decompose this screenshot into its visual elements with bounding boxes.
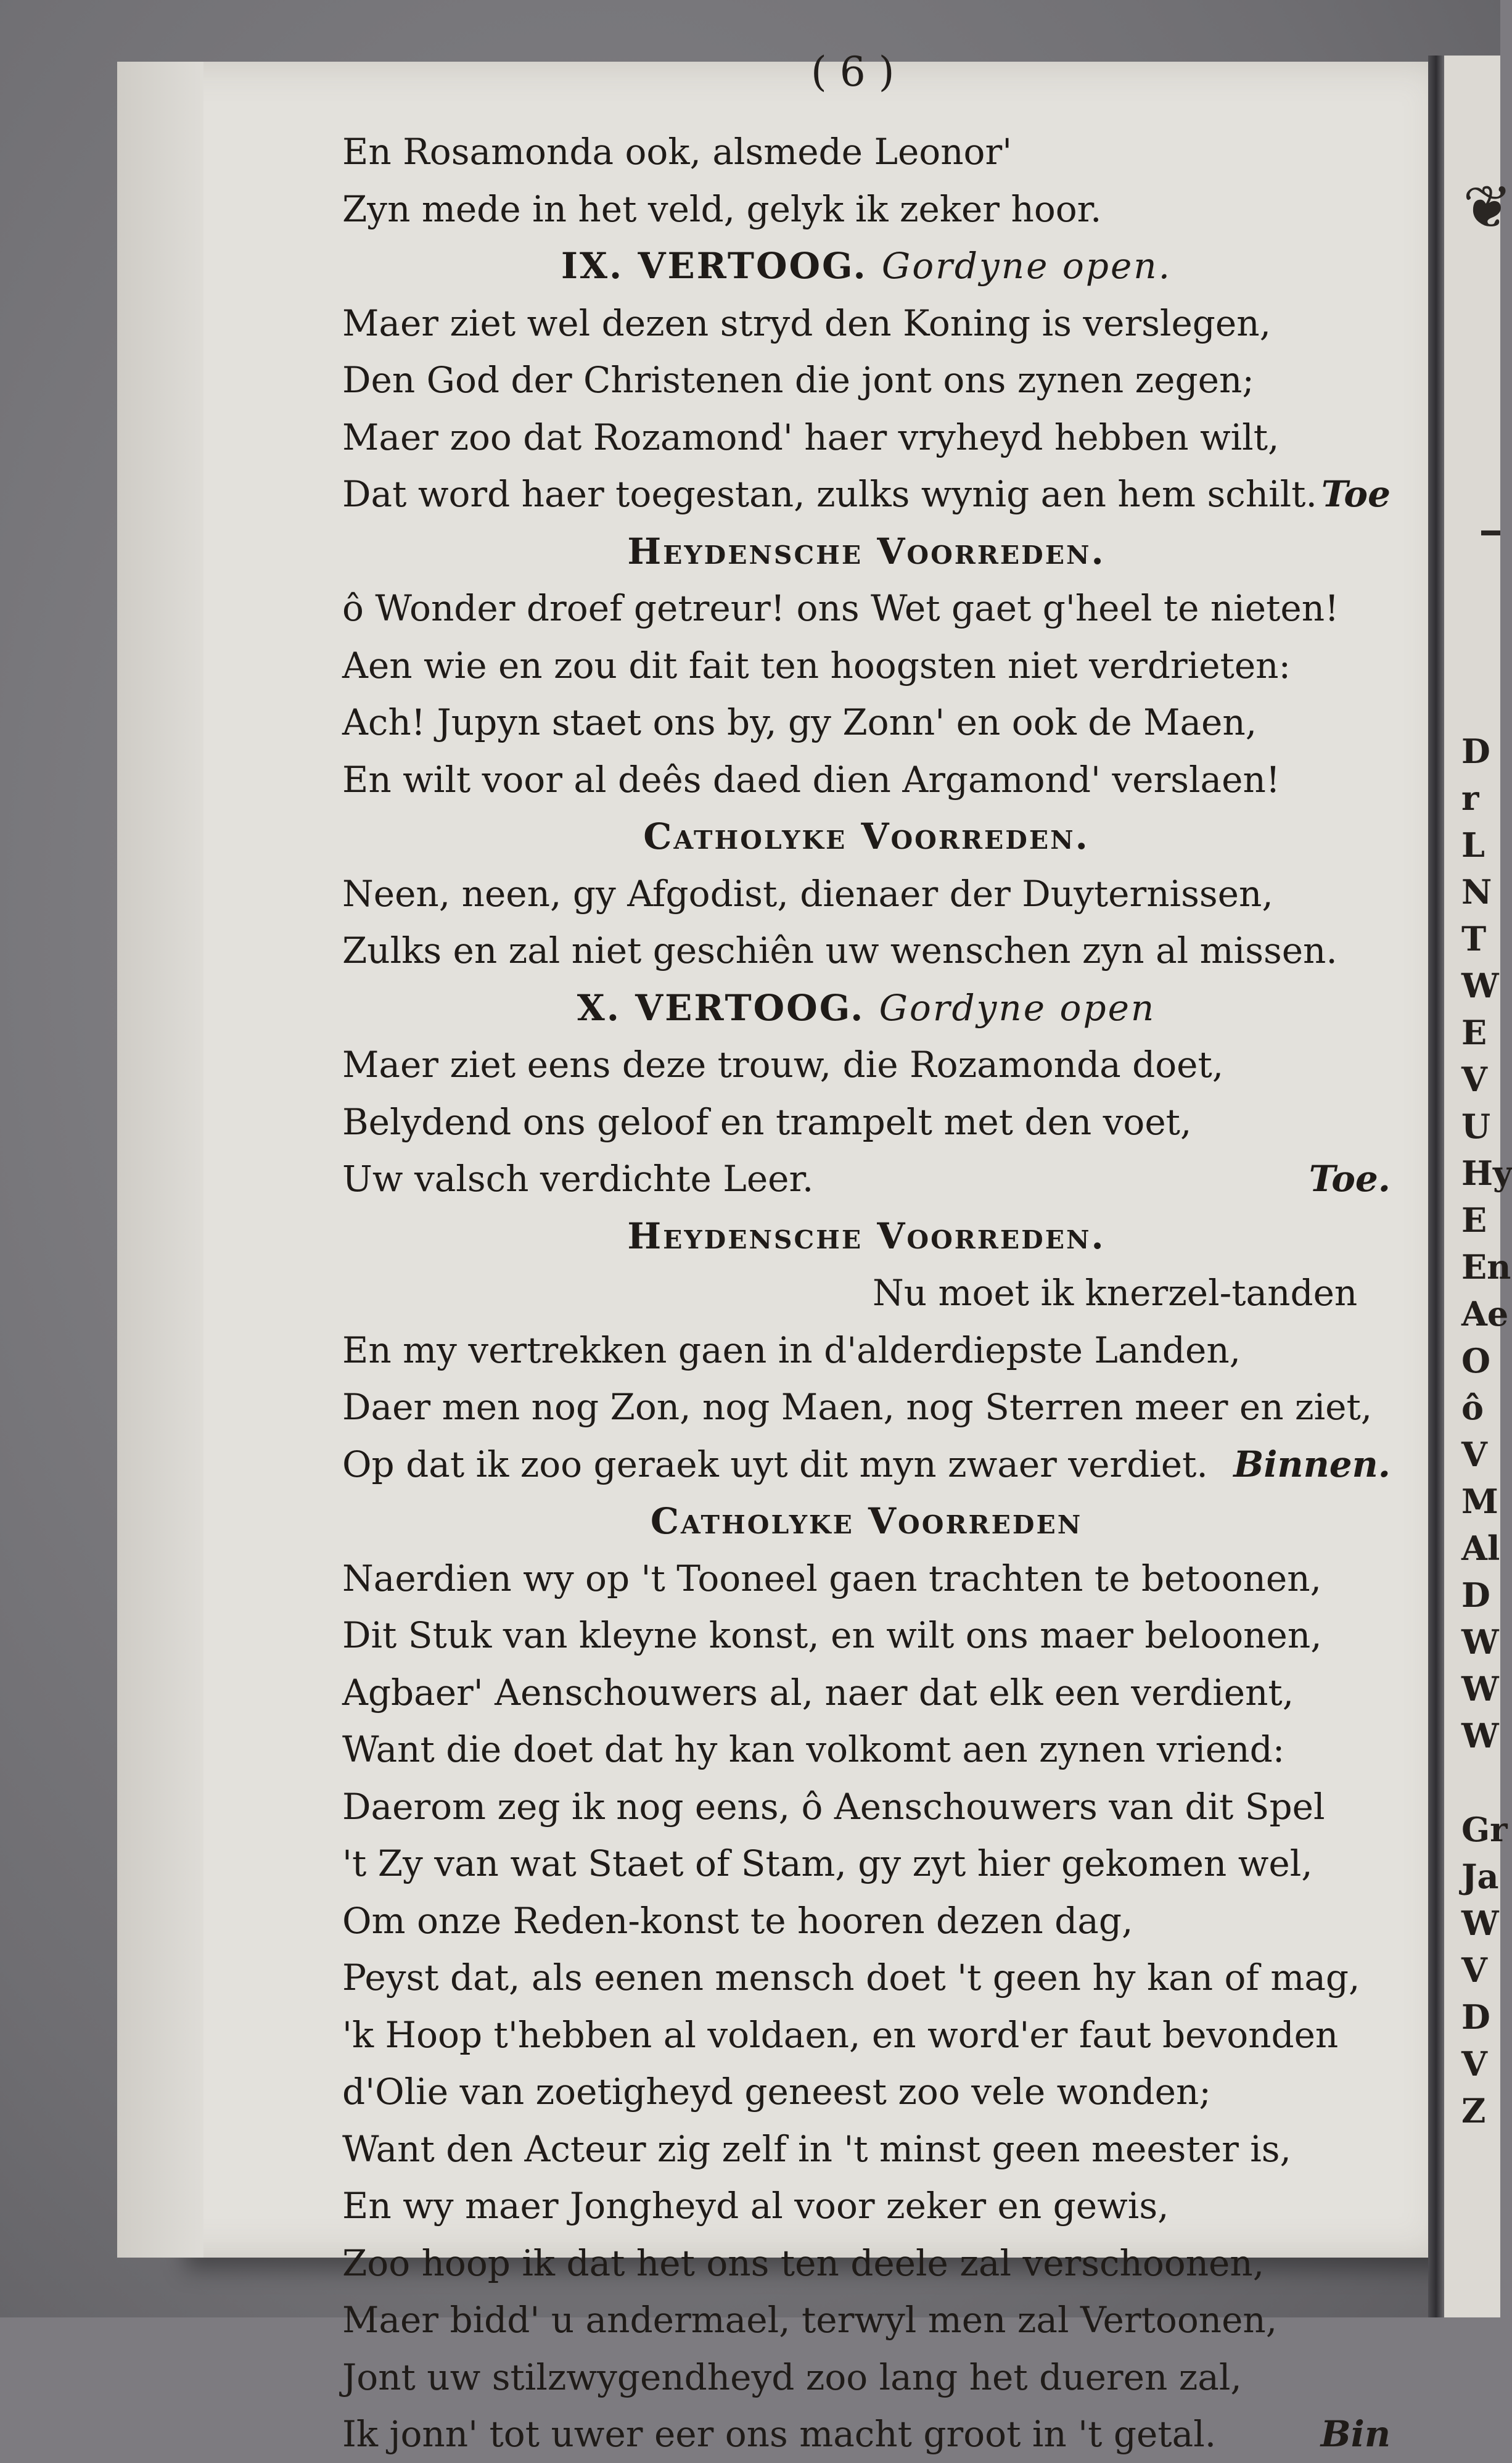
verse-line-text: Want die doet dat hy kan volkomt aen zynen vriend: (342, 1728, 1285, 1770)
verse-line (342, 466, 1391, 523)
facing-letter: Hy (1461, 1153, 1512, 1193)
verse-line-text: Zoo hoop ik dat het ons ten deele zal verschoonen, (342, 2242, 1265, 2284)
facing-letter: Ja (1461, 1857, 1499, 1896)
facing-letter: V (1461, 1435, 1487, 1474)
facing-letter (1461, 1759, 1500, 1806)
verse-line (342, 694, 1391, 751)
verse-line-text: Maer bidd' u andermael, terwyl men zal Vertoonen, (342, 2299, 1278, 2341)
verse-line-text: Belydend ons geloof en trampelt met den voet, (342, 1100, 1192, 1143)
facing-letter: U (1461, 1107, 1491, 1146)
stage-direction: Gordyne open. (881, 245, 1172, 287)
verse-line-text: Ik jonn' tot uwer eer ons macht groot in 't getal. (342, 2413, 1217, 2455)
facing-letter: Z (1461, 2091, 1486, 2131)
facing-letter: Al (1461, 1529, 1500, 1568)
verse-line-text: Dat word haer toegestan, zulks wynig aen hem schilt. (342, 473, 1317, 515)
verse-line (342, 295, 1391, 352)
facing-letter: W (1461, 1904, 1499, 1943)
facing-letter: E (1461, 1013, 1487, 1052)
verse-line (342, 1949, 1391, 2007)
verse-line (342, 123, 1391, 181)
facing-letter: Gr (1461, 1810, 1508, 1849)
facing-letter: N (1461, 872, 1492, 912)
verse-line (342, 1607, 1391, 1664)
stage-cue: Toe. (1309, 1158, 1391, 1200)
verse-line-text: En Rosamonda ook, alsmede Leonor' (342, 131, 1013, 173)
verse-line-text: 't Zy van wat Staet of Stam, gy zyt hier gekomen wel, (342, 1842, 1313, 1884)
verse-line (342, 751, 1391, 809)
verse-line-text: En my vertrekken gaen in d'alderdiepste Landen, (342, 1329, 1241, 1371)
facing-letter: ô (1461, 1388, 1484, 1427)
verse-line-text: Maer ziet eens deze trouw, die Rozamonda doet, (342, 1044, 1224, 1086)
verse-line (342, 2007, 1391, 2064)
verse-line (342, 2292, 1391, 2349)
verse-line (342, 2063, 1391, 2121)
facing-letter: E (1461, 1200, 1487, 1240)
verse-line (342, 1778, 1391, 1836)
scene-title: IX. VERTOOG. (561, 245, 868, 287)
verse-line (342, 1150, 1391, 1208)
verse-line-text: Neen, neen, gy Afgodist, dienaer der Duyternissen, (342, 872, 1273, 915)
verse-line (342, 1892, 1391, 1950)
facing-letter: T (1461, 919, 1487, 959)
facing-letter: D (1461, 1575, 1490, 1615)
verse-line-text: Maer zoo dat Rozamond' haer vryheyd hebben wilt, (342, 416, 1280, 458)
stage-direction: Gordyne open (879, 986, 1156, 1029)
verse-line-text: Want den Acteur zig zelf in 't minst geen meester is, (342, 2127, 1291, 2170)
facing-letter: V (1461, 1950, 1487, 1990)
verse-line-text: Agbaer' Aenschouwers al, naer dat elk een verdient, (342, 1671, 1294, 1714)
verse-line (342, 1550, 1391, 1607)
verse-line-text: Daer men nog Zon, nog Maen, nog Sterren meer en ziet, (342, 1386, 1373, 1428)
verse-line-text: Den God der Christenen die jont ons zynen zegen; (342, 359, 1254, 401)
verse-line (342, 637, 1391, 695)
speaker-heading: Heydensche Voorreden. (627, 530, 1106, 572)
facing-letter: Ae (1461, 1294, 1509, 1334)
flower-ornament-icon: ❦ (1463, 173, 1512, 242)
facing-letter: En (1461, 1247, 1511, 1287)
verse-line-text: Zulks en zal niet geschiên uw wenschen zyn al missen. (342, 930, 1337, 972)
verse-line-text: Uw valsch verdichte Leer. (342, 1158, 814, 1200)
facing-letter: W (1461, 1669, 1499, 1709)
verse-line (342, 1094, 1391, 1151)
facing-letter: W (1461, 1716, 1499, 1755)
verse-line-text: 'k Hoop t'hebben al voldaen, en word'er faut bevonden (342, 2013, 1339, 2056)
facing-letter: L (1461, 825, 1485, 865)
page-edge (117, 62, 203, 2258)
verse-line-text: Maer ziet wel dezen stryd den Koning is verslegen, (342, 302, 1272, 344)
stage-cue: Toe (1321, 473, 1391, 515)
verse-line-text: ô Wonder droef getreur! ons Wet gaet g'heel te nieten! (342, 587, 1339, 629)
verse-line (342, 1835, 1391, 1892)
verse-line (342, 2235, 1391, 2292)
stage-cue: Binnen. (1233, 1443, 1391, 1485)
verse-line-text: Aen wie en zou dit fait ten hoogsten niet verdrieten: (342, 644, 1291, 687)
verse-line-text: En wy maer Jongheyd al voor zeker en gewis, (342, 2185, 1169, 2227)
verse-line-text: Op dat ik zoo geraek uyt dit myn zwaer verdiet. (342, 1443, 1208, 1485)
facing-letter: W (1461, 966, 1499, 1005)
verse-line (342, 2177, 1391, 2235)
facing-letter: r (1461, 778, 1479, 818)
verse-line-text: Nu moet ik knerzel-tanden (873, 1272, 1358, 1314)
facing-letter: M (1461, 1482, 1498, 1521)
verse-line (342, 409, 1391, 466)
verse-line (342, 2406, 1391, 2463)
facing-page-text (1461, 728, 1512, 2134)
speaker-heading: Heydensche Voorreden. (627, 1215, 1106, 1257)
speaker-heading: Catholyke Voorreden. (643, 815, 1090, 857)
verse-line-text: Ach! Jupyn staet ons by, gy Zonn' en ook de Maen, (342, 701, 1257, 743)
book-gutter (1428, 56, 1444, 2317)
facing-letter: V (1461, 1060, 1487, 1099)
verse-line-text: Peyst dat, als eenen mensch doet 't geen hy kan of mag, (342, 1957, 1360, 1999)
verse-line (342, 1265, 1391, 1322)
facing-letter: D (1461, 1997, 1490, 2037)
facing-letter: O (1461, 1341, 1491, 1380)
verse-line-text: Jont uw stilzwygendheyd zoo lang het dueren zal, (342, 2356, 1242, 2398)
verse-line (342, 922, 1391, 980)
verse-line (342, 865, 1391, 923)
facing-letter: V (1461, 2044, 1487, 2084)
verse-line-text: En wilt voor al deês daed dien Argamond' verslaen! (342, 758, 1281, 801)
verse-line-text: Naerdien wy op 't Tooneel gaen trachten te betoonen, (342, 1557, 1322, 1599)
verse-text (342, 123, 1391, 2463)
verse-line-text: Zyn mede in het veld, gelyk ik zeker hoor. (342, 188, 1102, 230)
verse-line (342, 1721, 1391, 1778)
speaker-heading: Catholyke Voorreden (650, 1500, 1083, 1542)
verse-line-text: Dit Stuk van kleyne konst, en wilt ons maer beloonen, (342, 1614, 1322, 1656)
verse-line (342, 1036, 1391, 1094)
facing-page-rule (1481, 530, 1500, 535)
verse-line (342, 2349, 1391, 2406)
verse-line (342, 1436, 1391, 1493)
verse-line (342, 580, 1391, 637)
scene-title: X. VERTOOG. (577, 986, 865, 1029)
stage-cue: Bin (1320, 2413, 1391, 2455)
verse-line-text: Om onze Reden-konst te hooren dezen dag, (342, 1899, 1133, 1942)
scene-heading (342, 237, 1391, 295)
facing-letter: W (1461, 1622, 1499, 1662)
facing-letter: D (1461, 732, 1490, 771)
verse-line (342, 181, 1391, 238)
verse-line (342, 352, 1391, 409)
verse-line (342, 1322, 1391, 1379)
verse-line (342, 2121, 1391, 2178)
verse-line (342, 1379, 1391, 1436)
scene-heading (342, 980, 1391, 1037)
page-number: ( 6 ) (811, 48, 895, 96)
verse-line-text: d'Olie van zoetigheyd geneest zoo vele wonden; (342, 2071, 1211, 2113)
verse-line (342, 1664, 1391, 1722)
verse-line-text: Daerom zeg ik nog eens, ô Aenschouwers van dit Spel (342, 1785, 1325, 1828)
